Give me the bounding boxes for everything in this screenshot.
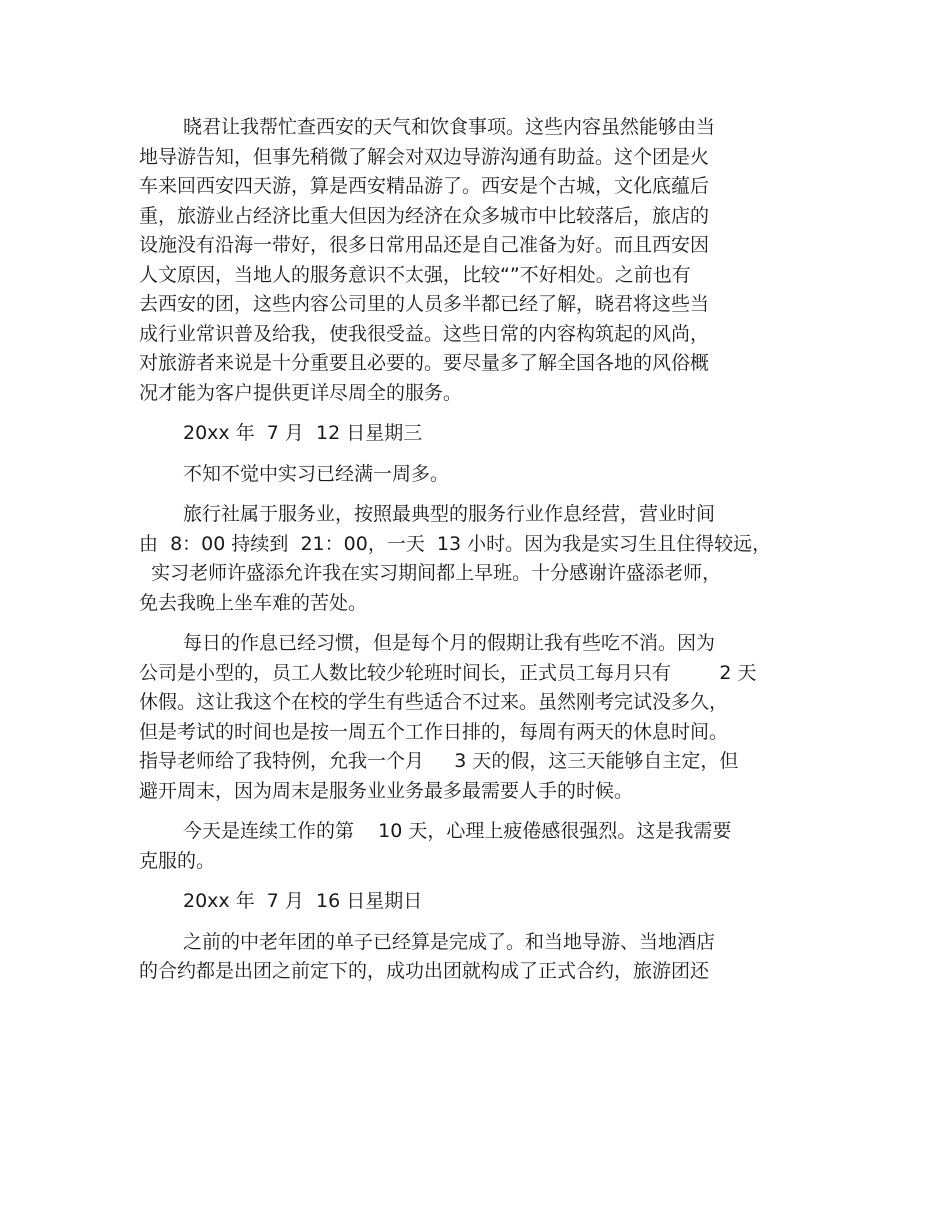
- text-line: 不知不觉中实习已经满一周多。: [183, 462, 450, 485]
- date-heading: [139, 419, 799, 449]
- text-line: 公司是小型的，员工人数比较少轮班时间长，正式员工每月只有 2 天: [139, 661, 757, 684]
- paragraph-holidays: [139, 629, 799, 806]
- paragraph-xian-prep: [139, 113, 799, 408]
- date-line: 20xx 年 7 月 16 日星期日: [183, 890, 423, 912]
- text-line: 免去我晚上坐车难的苦处。: [139, 591, 368, 614]
- paragraph-one-week: [139, 460, 799, 490]
- text-line: 晓君让我帮忙查西安的天气和饮食事项。这些内容虽然能够由当: [183, 116, 716, 138]
- text-line: 车来回西安四天游，算是西安精品游了。西安是个古城，文化底蕴后: [139, 175, 710, 197]
- text-line: 设施没有沿海一带好，很多日常用品还是自己准备为好。而且西安因: [139, 234, 710, 256]
- text-line: 人文原因，当地人的服务意识不太强，比较“”不好相处。之前也有: [139, 263, 691, 286]
- text-line: 实习老师许盛添允许我在实习期间都上早班。十分感谢许盛添老师，: [139, 562, 722, 584]
- paragraph-business-hours: [139, 500, 799, 618]
- document-body: [139, 113, 799, 987]
- text-line: 去西安的团，这些内容公司里的人员多半都已经了解，晓君将这些当: [139, 293, 710, 315]
- text-line: 成行业常识普及给我，使我很受益。这些日常的内容构筑起的风尚，: [139, 322, 710, 345]
- text-line: 每日的作息已经习惯，但是每个月的假期让我有些吃不消。因为: [183, 632, 716, 654]
- paragraph-tenth-day: [139, 817, 799, 876]
- paragraph-senior-group: [139, 928, 799, 987]
- text-line: 克服的。: [139, 849, 216, 872]
- text-line: 指导老师给了我特例，允我一个月 3 天的假，这三天能够自主定，但: [139, 750, 739, 772]
- text-line: 今天是连续工作的第 10 天，心理上疲倦感很强烈。这是我需要: [183, 820, 732, 842]
- text-line: 由 8：00 持续到 21：00，一天 13 小时。因为我是实习生且住得较远，: [139, 532, 772, 555]
- text-line: 地导游告知，但事先稍微了解会对双边导游沟通有助益。这个团是火: [139, 145, 710, 168]
- text-line: 但是考试的时间也是按一周五个工作日排的，每周有两天的休息时间。: [139, 720, 729, 743]
- date-line: 20xx 年 7 月 12 日星期三: [183, 422, 423, 444]
- text-line: 旅行社属于服务业，按照最典型的服务行业作息经营，营业时间: [183, 503, 716, 525]
- date-heading: [139, 887, 799, 917]
- text-line: 休假。这让我这个在校的学生有些适合不过来。虽然刚考完试没多久，: [139, 691, 729, 713]
- text-line: 对旅游者来说是十分重要且必要的。要尽量多了解全国各地的风俗概: [139, 352, 710, 374]
- text-line: 之前的中老年团的单子已经算是完成了。和当地导游、当地酒店: [183, 930, 716, 953]
- text-line: 重，旅游业占经济比重大但因为经济在众多城市中比较落后，旅店的: [139, 204, 710, 227]
- text-line: 的合约都是出团之前定下的，成功出团就构成了正式合约，旅游团还: [139, 960, 710, 982]
- text-line: 避开周末，因为周末是服务业业务最多最需要人手的时候。: [139, 779, 634, 802]
- text-line: 况才能为客户提供更详尽周全的服务。: [139, 381, 463, 404]
